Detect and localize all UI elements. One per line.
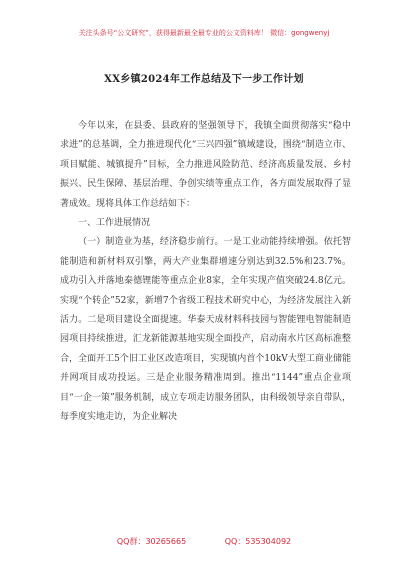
intro-paragraph: 今年以来，在县委、县政府的坚强领导下，我镇全面贯彻落实“稳中求进”的总基调，全力推进现代化“三兴四强”镇域建设，围绕“制造立市、项目赋能、城镇提升”目标，全力推进风险防范、经济高质量发展、乡村振兴、民生保障、基层治理、争创实绩等重点工作，各方面发展取得了显著成效。现将具体工作总结如下：	[60, 121, 351, 209]
footer-qq-group: QQ群：30265665	[116, 537, 187, 546]
document-title: XX乡镇2024年工作总结及下一步工作计划	[104, 74, 304, 85]
body-paragraph: （一）制造业为基，经济稳步前行。一是工业动能持续增强。依托智能制造和新材料双引擎，两大产业集群增速分别达到32.5%和23.7%。成功引入并落地泰德锂能等重点企业8家，全年实现产值突破24.8亿元。实现“个转企”52家，新增7个省级工程技术研究中心，为经济发展注入新活力。二是项目建设全面提速。华泰天成材料科技园与智能锂电智能制造园项目持续推进，汇龙新能源基地实现全面投产，启动南水片区高标准整合，全面开工5个旧工业区改造项目，实现镇内首个10kV大型工商业储能并网项目成功投运。三是企业服务精准周到。推出“1144”重点企业项目“一企一策”服务机制，成立专项走访服务团队，由科级领导亲自带队，每季度实地走访，为企业解决	[60, 237, 351, 423]
document-body	[60, 117, 351, 428]
top-banner: 关注头条号“公文研究”，获得最新最全最专业的公文资料库！ 微信：gongwenyj	[78, 29, 330, 37]
footer	[0, 536, 408, 547]
footer-qq: QQ：535304092	[224, 537, 292, 546]
section-heading: 一、工作进展情况	[78, 218, 151, 229]
